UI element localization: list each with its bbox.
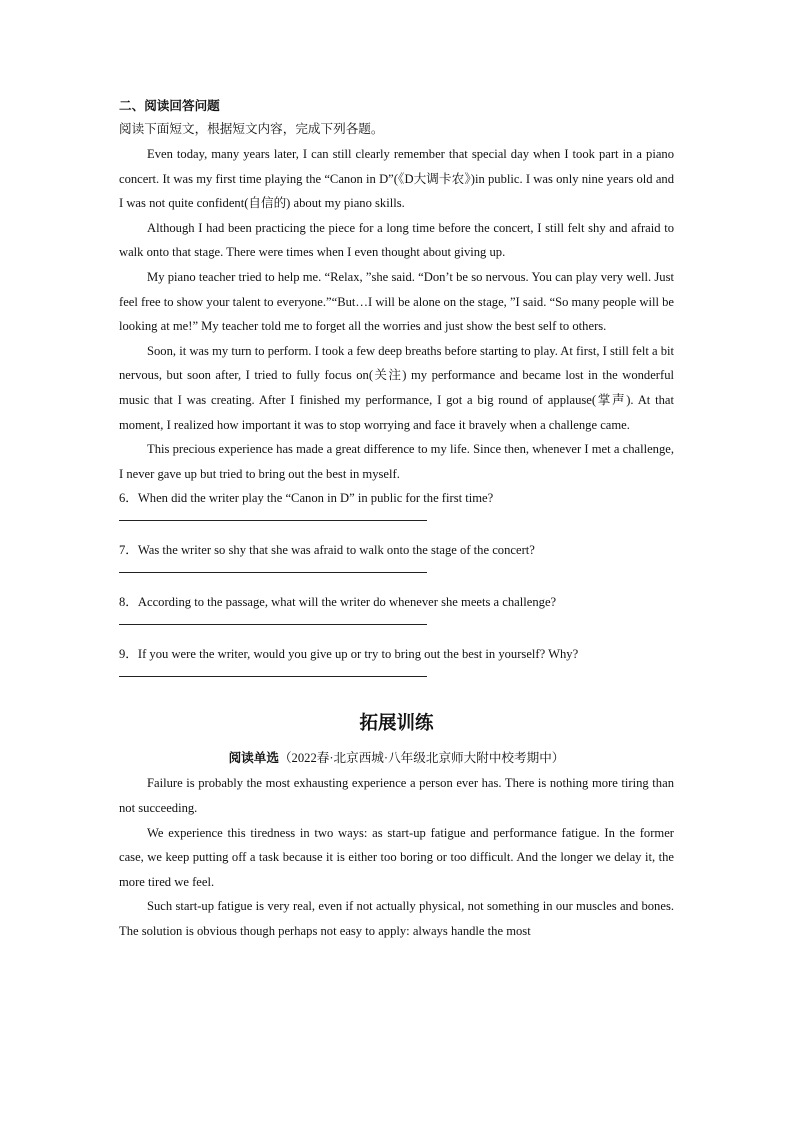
question-8: 8．According to the passage, what will the writer do whenever she meets a challenge? (119, 595, 557, 610)
extension-passage (119, 771, 674, 943)
answer-line-6[interactable] (119, 520, 427, 521)
question-6: 6．When did the writer play the “Canon in D” in public for the first time? (119, 491, 494, 506)
page-content (119, 96, 674, 943)
passage-paragraph: Soon, it was my turn to perform. I took a few deep breaths before starting to play. At first, I still felt a bit nervous, but soon after, I tried to fully focus on(关注) my performance and became lost in the wonderful music that I was creating. After I finished my performance, I got a big round of applause(掌声). At that moment, I realized how important it was to stop worrying and face it bravely when a challenge came. (119, 343, 674, 432)
question-list (119, 486, 674, 677)
passage-paragraph: This precious experience has made a great difference to my life. Since then, whenever I met a challenge, I never gave up but tried to bring out the best in myself. (119, 442, 674, 481)
extension-subtitle (119, 747, 674, 769)
answer-line-9[interactable] (119, 676, 427, 677)
question-9: 9．If you were the writer, would you give up or try to bring out the best in yourself? Why? (119, 647, 579, 662)
reading-passage (119, 142, 674, 486)
extension-title: 拓展训练 (359, 714, 434, 735)
extension-paragraph: Failure is probably the most exhausting experience a person ever has. There is nothing more tiring than not succeeding. (119, 776, 674, 815)
extension-subtitle-source: （2022春·北京西城·八年级北京师大附中校考期中） (278, 751, 565, 766)
passage-paragraph: Although I had been practicing the piece for a long time before the concert, I still felt shy and afraid to walk onto that stage. There were times when I even thought about giving up. (119, 220, 674, 260)
question-7: 7．Was the writer so shy that she was afraid to walk onto the stage of the concert? (119, 543, 535, 558)
extension-paragraph: We experience this tiredness in two ways: as start-up fatigue and performance fatigue. In the former case, we keep putting off a task because it is either too boring or too difficult. And the longer we delay it, the more tired we feel. (119, 825, 674, 889)
passage-paragraph: My piano teacher tried to help me. “Relax, ”she said. “Don’t be so nervous. You can play very well. Just feel free to show your talent to everyone.”“But…I will be alone on the stage, ”I said. “So many people will be looking at me!” My teacher told me to forget all the worries and just show the best self to others. (119, 269, 674, 334)
section-instruction: 阅读下面短文，根据短文内容，完成下列各题。 (119, 122, 384, 136)
passage-paragraph: Even today, many years later, I can still clearly remember that special day when I took part in a piano concert. It was my first time playing the “Canon in D”(《D大调卡农》)in public. I was only nine years old and I was not quite confident(自信的) about my piano skills. (119, 147, 674, 211)
answer-line-8[interactable] (119, 624, 427, 625)
extension-subtitle-label: 阅读单选 (228, 751, 279, 766)
answer-line-7[interactable] (119, 572, 427, 573)
section-heading: 二、阅读回答问题 (119, 99, 220, 113)
extension-paragraph: Such start-up fatigue is very real, even if not actually physical, not something in our muscles and bones. The solution is obvious though perhaps not easy to apply: always handle the most (119, 899, 674, 938)
